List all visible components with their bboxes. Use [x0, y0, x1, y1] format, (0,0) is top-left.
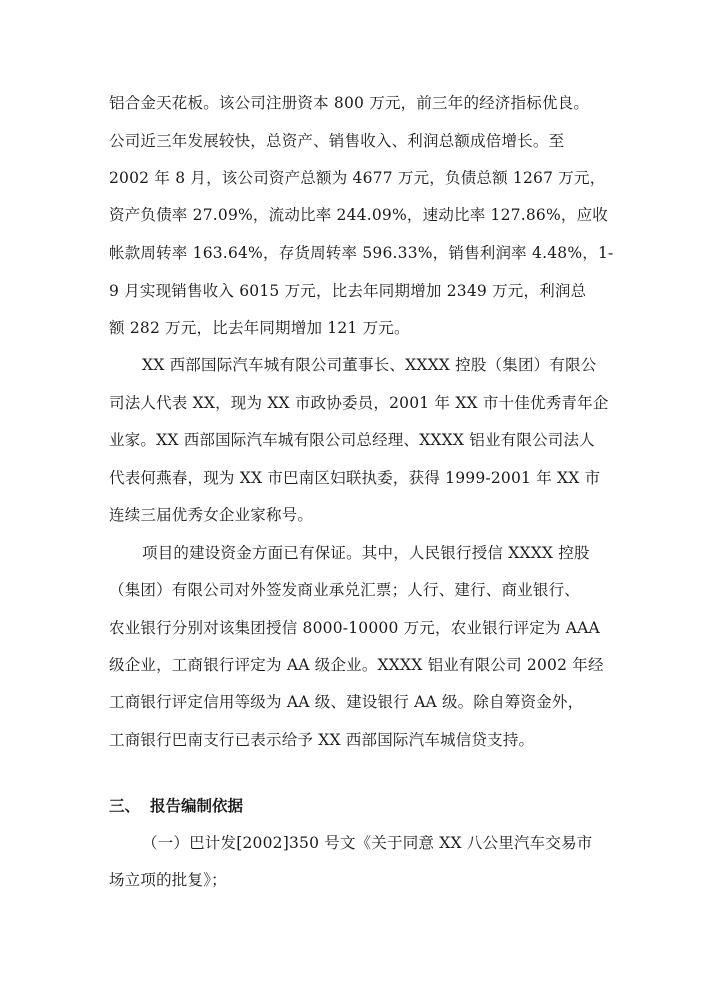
text-line: 2002 年 8 月，该公司资产总额为 4677 万元，负债总额 1267 万元， [109, 169, 606, 187]
text-line: 公司近三年发展较快，总资产、销售收入、利润总额成倍增长。至 [109, 132, 565, 150]
text-line: 资产负债率 27.09%，流动比率 244.09%，速动比率 127.86%，应收 [109, 206, 609, 224]
text-line: XX 西部国际汽车城有限公司董事长、XXXX 控股（集团）有限公 [142, 356, 597, 374]
text-line: （一）巴计发[2002]350 号文《关于同意 XX 八公里汽车交易市 [142, 834, 593, 852]
section-heading [109, 796, 243, 816]
text-line: 项目的建设资金方面已有保证。其中，人民银行授信 XXXX 控股 [142, 544, 590, 562]
text-line: 司法人代表 XX，现为 XX 市政协委员，2001 年 XX 市十佳优秀青年企 [109, 394, 609, 412]
text-line: 9 月实现销售收入 6015 万元，比去年同期增加 2349 万元，利润总 [109, 282, 587, 300]
text-line: 农业银行分别对该集团授信 8000-10000 万元，农业银行评定为 AAA [109, 619, 600, 637]
text-line: 业家。XX 西部国际汽车城有限公司总经理、XXXX 铝业有限公司法人 [109, 431, 595, 449]
text-line: 工商银行评定信用等级为 AA 级、建设银行 AA 级。除自筹资金外， [109, 693, 584, 711]
text-line: （集团）有限公司对外签发商业承兑汇票；人行、建行、商业银行、 [109, 581, 581, 599]
text-line: 额 282 万元，比去年同期增加 121 万元。 [109, 319, 410, 337]
text-line: 工商银行巴南支行已表示给予 XX 西部国际汽车城信贷支持。 [109, 731, 535, 749]
text-line: 级企业，工商银行评定为 AA 级企业。XXXX 铝业有限公司 2002 年经 [109, 656, 604, 674]
section-title: 报告编制依据 [150, 796, 244, 815]
text-line: 连续三届优秀女企业家称号。 [109, 506, 314, 524]
text-line: 帐款周转率 163.64%，存货周转率 596.33%，销售利润率 4.48%，1- [109, 244, 614, 262]
text-line: 场立项的批复》； [109, 871, 227, 889]
section-number: 三、 [109, 796, 141, 815]
text-line: 代表何燕春，现为 XX 市巴南区妇联执委，获得 1999-2001 年 XX 市 [109, 469, 601, 487]
text-line: 铝合金天花板。该公司注册资本 800 万元，前三年的经济指标优良。 [109, 94, 590, 112]
